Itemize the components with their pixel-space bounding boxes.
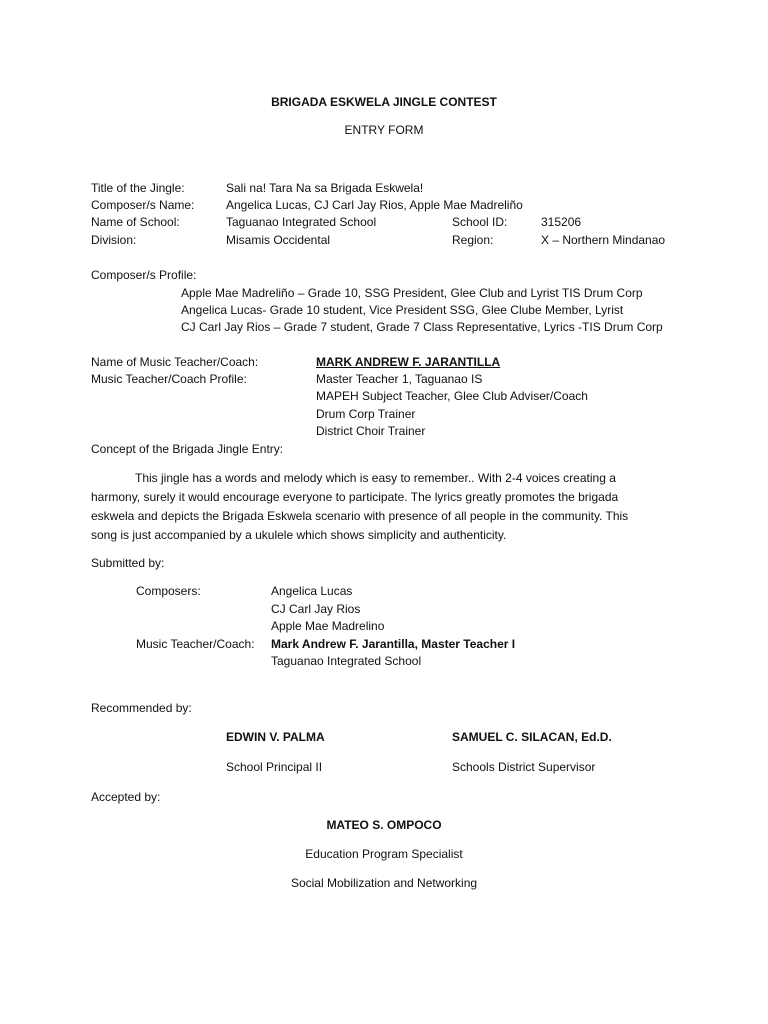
school-label: Name of School: bbox=[91, 215, 180, 229]
concept-line: song is just accompanied by a ukulele which shows simplicity and authenticity. bbox=[91, 528, 507, 542]
division-label: Division: bbox=[91, 233, 137, 247]
recommended-by-label: Recommended by: bbox=[91, 701, 192, 715]
composers-label: Composer/s Name: bbox=[91, 198, 195, 212]
accepter-name: MATEO S. OMPOCO bbox=[326, 818, 442, 832]
recommender-2-title: Schools District Supervisor bbox=[452, 760, 596, 774]
submitted-by-label: Submitted by: bbox=[91, 556, 165, 570]
concept-line: This jingle has a words and melody which is easy to remember.. With 2-4 voices creating a bbox=[135, 471, 616, 485]
composer-profile-line: Angelica Lucas- Grade 10 student, Vice President SSG, Glee Clube Member, Lyrist bbox=[181, 303, 624, 317]
coach-profile-line: MAPEH Subject Teacher, Glee Club Adviser/Coach bbox=[316, 389, 588, 403]
recommender-2-name: SAMUEL C. SILACAN, Ed.D. bbox=[452, 730, 612, 744]
coach-name-value: MARK ANDREW F. JARANTILLA bbox=[316, 355, 501, 369]
concept-label: Concept of the Brigada Jingle Entry: bbox=[91, 442, 284, 456]
accepter-subtitle: Social Mobilization and Networking bbox=[290, 876, 478, 890]
composer-profile-line: CJ Carl Jay Rios – Grade 7 student, Grade 7 Class Representative, Lyrics -TIS Drum Corp bbox=[181, 320, 663, 334]
submitted-coach-value: Mark Andrew F. Jarantilla, Master Teacher I bbox=[271, 637, 516, 651]
coach-profile-line: Master Teacher 1, Taguanao IS bbox=[316, 372, 483, 386]
region-label: Region: bbox=[452, 233, 494, 247]
submitted-composer: Apple Mae Madrelino bbox=[271, 619, 385, 633]
school-id-value: 315206 bbox=[541, 215, 582, 229]
coach-profile-label: Music Teacher/Coach Profile: bbox=[91, 372, 247, 386]
document-title: BRIGADA ESKWELA JINGLE CONTEST bbox=[271, 95, 497, 109]
concept-line: eskwela and depicts the Brigada Eskwela scenario with presence of all people in the community. This bbox=[91, 509, 629, 523]
school-id-label: School ID: bbox=[452, 215, 508, 229]
submitted-composer: CJ Carl Jay Rios bbox=[271, 602, 361, 616]
coach-profile-line: Drum Corp Trainer bbox=[316, 407, 416, 421]
concept-line: harmony, surely it would encourage everyone to participate. The lyrics greatly promotes the brigada bbox=[91, 490, 619, 504]
submitted-coach-school: Taguanao Integrated School bbox=[271, 654, 422, 668]
division-value: Misamis Occidental bbox=[226, 233, 331, 247]
concept-paragraph bbox=[91, 469, 681, 545]
jingle-title-label: Title of the Jingle: bbox=[91, 181, 185, 195]
submitted-coach-label: Music Teacher/Coach: bbox=[136, 637, 255, 651]
composer-profile-label: Composer/s Profile: bbox=[91, 268, 197, 282]
composer-profile-line: Apple Mae Madreliño – Grade 10, SSG President, Glee Club and Lyrist TIS Drum Corp bbox=[181, 286, 643, 300]
accepted-by-label: Accepted by: bbox=[91, 790, 161, 804]
school-value: Taguanao Integrated School bbox=[226, 215, 377, 229]
composers-value: Angelica Lucas, CJ Carl Jay Rios, Apple Mae Madreliño bbox=[226, 198, 523, 212]
submitted-composer: Angelica Lucas bbox=[271, 584, 353, 598]
jingle-title-value: Sali na! Tara Na sa Brigada Eskwela! bbox=[226, 181, 424, 195]
document-subtitle: ENTRY FORM bbox=[344, 123, 424, 137]
submitted-composers-label: Composers: bbox=[136, 584, 201, 598]
accepter-title: Education Program Specialist bbox=[305, 847, 463, 861]
recommender-1-title: School Principal II bbox=[226, 760, 323, 774]
coach-name-label: Name of Music Teacher/Coach: bbox=[91, 355, 259, 369]
coach-profile-line: District Choir Trainer bbox=[316, 424, 426, 438]
recommender-1-name: EDWIN V. PALMA bbox=[226, 730, 325, 744]
region-value: X – Northern Mindanao bbox=[541, 233, 666, 247]
